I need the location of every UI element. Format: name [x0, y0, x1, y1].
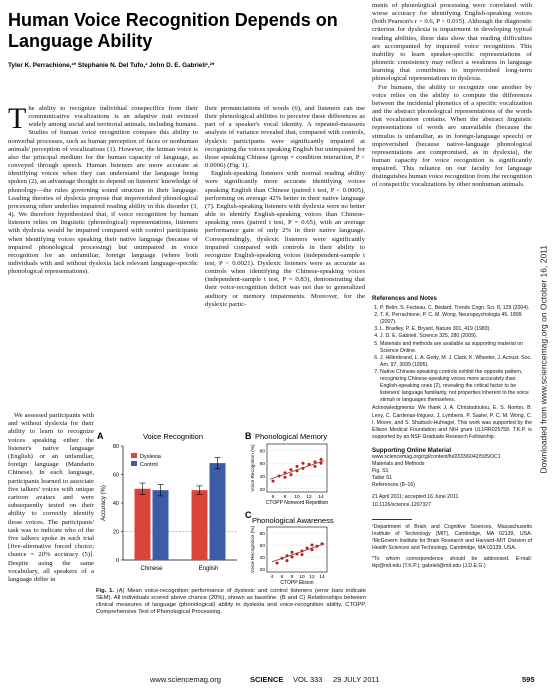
panel-b-x-tick-label: 8	[283, 495, 287, 500]
panel-a-y-tick-label: 0	[115, 558, 119, 564]
som-line: Table S1	[372, 475, 393, 482]
caption-label: Fig. 1.	[96, 588, 114, 594]
panel-b-y-tick-label: 60	[259, 462, 265, 468]
column-2	[205, 105, 365, 309]
panel-b-data-point	[290, 468, 293, 471]
paragraph-intro	[8, 102, 198, 276]
panel-b-data-point	[308, 463, 311, 466]
som-doi: 10.1126/science.1207327	[372, 501, 432, 508]
acknowledgments: Acknowledgments: We thank J. A. Christodoulou, E. S. Norton, B. Levy, C. Cardenas-Iniguez, J. Lymberis, P. Sasler, P. C. M. Wong, C. I. Moore, and S. Shattuck-Hufnagel. This work was supported by the Ellison Medical Foundation and NIH grant UL1RR025758. T.K.P. is supported by an NSF Graduate Research Fellowship.	[372, 405, 532, 440]
panel-c-data-point	[316, 545, 319, 548]
panel-c-plot-frame	[267, 527, 327, 572]
panel-b-chart	[250, 444, 328, 506]
paragraph-results-2: English-speaking listeners with normal reading ability were significantly more accurate identifying voices speaking English than Chinese (paired t test, P < 0.0005), performing on average 42% better in their native language (7). English-speaking listeners with dyslexia were no better able to identify English-speaking voices than Chinese-speaking ones (paired t test, P = 0.65), with an average performance gain of only 2% in their native language. Correspondingly, dyslexic listeners were significantly impaired compared with controls in their ability to recognize English-speaking voices (independent-sample t test, P < 0.0021). Dyslexic listeners were as accurate as controls when identifying the Chinese-speaking voices (independent-sample t test, P = 0.83), demonstrating that their voice-recognition deficit was not due to generalized auditory or memory impairments. Moreover, for the dyslexic partic-	[205, 170, 365, 308]
references-section	[372, 295, 532, 570]
panel-b-x-axis-label: CTOPP Nonword Repetition	[265, 500, 329, 506]
panel-c-x-tick-label: 4	[270, 575, 274, 580]
panel-a-x-tick-label: Chinese	[140, 566, 163, 572]
panel-b-data-point	[284, 476, 287, 479]
panel-c-data-point	[286, 554, 289, 557]
som-dates: 21 April 2011; accepted 16 June 2011	[372, 494, 459, 501]
panel-b-data-point	[284, 471, 287, 474]
panel-b-title: Phonological Memory	[255, 432, 328, 441]
paragraph-methods: We assessed participants with and without dyslexia for their ability to learn to recognize voices speaking either the listener's native language (English) or an unfamiliar, foreign language (Mandarin Chinese). In each language, participants learned to associate five talkers' voices with unique cartoon avatars and were subsequently tested on their ability to correctly identify those voices. The participants' task was to indicate who of the five talkers spoke in each trial [five-alternative forced choice; chance = 20% accuracy (5)]. Despite using the same vocabulary, all speakers of a language differ in	[8, 412, 94, 584]
footer-page-number: 595	[522, 675, 535, 684]
reference-item: 1. P. Belin, S. Fecteau, C. Bédard, Trends Cogn. Sci. 8, 129 (2004).	[380, 305, 532, 312]
panel-a-y-tick-label: 80	[112, 444, 119, 450]
drop-cap: T	[8, 102, 27, 135]
panel-a-y-tick-label: 40	[112, 501, 119, 507]
reference-item: 7. Native Chinese-speaking controls exhibit the opposite pattern, recognizing Chinese-speaking voices more accurately than English-speaking ones (2), revealing the critical factor to be listeners' language familiarity, not properties inherent to the voice stimuli or languages themselves.	[380, 369, 532, 404]
figure-1	[95, 430, 370, 588]
panel-b-data-point	[296, 469, 299, 472]
figure-caption	[96, 588, 366, 616]
som-line: Fig. S1	[372, 468, 389, 475]
panel-b-y-tick-label: 40	[259, 475, 265, 480]
panel-a-legend-label: Dyslexia	[140, 454, 161, 460]
panel-c-data-point	[291, 556, 294, 559]
paragraph-results-1: their pronunciations of words (6), and listeners can use their phonological abilities to perceive these differences as part of a speaker's vocal identity. A repeated-measures analysis of variance revealed that, compared with controls, dyslexic participants were significantly impaired at recognizing the voices speaking English but unimpaired for those speaking Chinese (group × condition interaction, P < 0.0006) (Fig. 1).	[205, 105, 365, 170]
panel-b-data-point	[272, 480, 275, 483]
panel-b-data-point	[302, 467, 305, 470]
panel-b-data-point	[320, 462, 323, 465]
reference-item: 5. Materials and methods are available as supporting material on Science Online.	[380, 341, 532, 355]
correspondence: *To whom correspondence should be addressed. E-mail: tkp@mit.edu (T.K.P.); gabrieli@mit.edu (J.D.E.G.)	[372, 556, 532, 570]
footer-volume: VOL 333	[293, 675, 323, 684]
panel-a-legend-swatch	[131, 461, 137, 466]
panel-c-x-tick-label: 6	[280, 575, 284, 580]
panel-b-data-point	[314, 465, 317, 468]
article-title: Human Voice Recognition Depends on Language Ability	[8, 10, 338, 51]
panel-a-y-tick-label: 60	[112, 472, 119, 479]
panel-c-data-point	[291, 551, 294, 554]
caption-text: (A) Mean voice-recognition performance of dyslexic and control listeners (error bars indicate SEM). All individuals scored above chance (20%), shown as baseline. (B and C) Relationships between clinical measures of language (phonological) ability in dyslexia and voice-recognition ability. CTOPP, Comprehensive Test of Phonological Processing.	[96, 588, 366, 615]
panel-b-label: B	[245, 431, 252, 441]
panel-a-bar	[153, 490, 169, 560]
panel-a-bar	[210, 463, 226, 560]
panel-a-label: A	[97, 431, 104, 441]
panel-b-x-tick-label: 6	[271, 495, 275, 500]
panel-a-title: Voice Recognition	[142, 432, 204, 441]
panel-c-y-tick-label: 40	[259, 556, 265, 561]
panel-a-bar	[192, 490, 208, 560]
som-line: Materials and Methods	[372, 461, 425, 468]
paragraph-discussion-1: ments of phonological processing were correlated with worse accuracy for identifying English-speaking voices (both Pearson's r > 0.6, P < 0.015). Although the diagnostic criterion for dyslexia is impairment in developing typical reading abilities, these data show that reading difficulties are accompanied by impaired voice recognition. This inability to learn speaker-specific representations of phonetic consistency may reflect a weakness in language learning that contributes to impoverished long-term phonological representations in dyslexia.	[372, 2, 532, 83]
panel-c-title: Phonological Awareness	[252, 516, 334, 525]
panel-a-x-tick-label: English	[198, 566, 219, 572]
column-3	[372, 2, 532, 190]
panel-c-y-tick-label: 20	[259, 568, 265, 573]
panel-b-y-tick-label: 80	[259, 449, 265, 455]
panel-c-data-point	[301, 550, 304, 553]
footer-url[interactable]: www.sciencemag.org	[150, 675, 221, 684]
reference-item: 6. J. Hillenbrand, L. A. Getty, M. J. Clark, K. Wheeler, J. Acoust. Soc. Am. 97, 3099 (1995).	[380, 355, 532, 369]
panel-c-chart	[250, 526, 327, 586]
panel-a-bar	[135, 489, 151, 560]
footer-date: 29 JULY 2011	[333, 675, 380, 684]
reference-list	[372, 305, 532, 404]
affiliations-divider	[372, 519, 412, 520]
paragraph-discussion-2: For humans, the ability to recognize one another by voice relies on the ability to compute the differences between the incidental phonetics of a specific vocalization and the abstract phonological representations of the words that vocalization contains. When the abstract linguistic representations of words are unavailable (because the stimulus is unfamiliar, as in foreign-language speech) or impoverished (because native-language phonological representations are compromised, as in dyslexia), the human capacity for voice recognition is significantly impaired. This reliance on our faculty for language distinguishes human voice recognition from the recognition of conspecific vocalizations by other nonhuman animals.	[372, 83, 532, 189]
panel-b-y-tick-label: 20	[259, 487, 265, 493]
panel-c-data-point	[301, 553, 304, 556]
reference-item: 4. J. D. E. Gabrieli, Science 325, 280 (2009).	[380, 333, 532, 340]
panel-c-data-point	[311, 548, 314, 551]
panel-b-x-tick-label: 12	[306, 495, 312, 500]
panel-c-x-tick-label: 14	[319, 575, 325, 580]
panel-b-x-tick-label: 14	[318, 495, 324, 500]
panel-c-x-axis-label: CTOPP Elision	[280, 580, 314, 586]
panel-b-data-point	[278, 475, 281, 478]
panel-a-legend-label: Control	[140, 462, 158, 468]
panel-c-y-tick-label: 60	[259, 544, 265, 549]
panel-c-data-point	[311, 544, 314, 547]
panel-c-data-point	[321, 542, 324, 545]
download-stamp: Downloaded from www.sciencemag.org on October 16, 2011	[539, 245, 549, 474]
panel-c-y-axis-label: Voice Recognition (%)	[251, 525, 256, 574]
panel-c-x-tick-label: 12	[309, 575, 315, 580]
panel-b-x-tick-label: 10	[294, 495, 300, 500]
references-heading: References and Notes	[372, 295, 437, 302]
panel-b-data-point	[296, 465, 299, 468]
panel-a-y-tick-label: 20	[112, 529, 119, 536]
panel-b-plot-frame	[267, 444, 327, 492]
panel-b-y-axis-label: Voice Recognition (%)	[251, 444, 256, 492]
footer-journal: SCIENCE	[250, 675, 284, 684]
reference-item: 2. T. K. Perrachione, P. C. M. Wong, Neuropsychologia 45, 1899 (2007).	[380, 312, 532, 326]
som-line: www.sciencemag.org/cgi/content/full/333/6042/595/DC1	[372, 453, 501, 460]
panel-b-data-point	[320, 458, 323, 461]
panel-a-chart	[101, 444, 237, 572]
panel-b-data-point	[314, 460, 317, 463]
panel-c-x-tick-label: 8	[290, 575, 294, 580]
panel-c-data-point	[286, 559, 289, 562]
panel-a-legend-swatch	[131, 453, 137, 458]
author-list: Tyler K. Perrachione,¹* Stephanie N. Del Tufo,¹ John D. E. Gabrieli¹,²*	[8, 62, 215, 69]
panel-c-data-point	[306, 547, 309, 550]
panel-b-data-point	[290, 473, 293, 476]
som-heading: Supporting Online Material	[372, 446, 452, 454]
paragraph-intro-text: he ability to recognize individual conspecifics from their communicative vocalizations is an adaptive trait evinced widely among social and territorial animals, including humans. Studies of human voice recognition compare this ability to nonverbal processes, such as human perception of faces or nonhuman animals' perception of vocalizations (1). However, the human voice is also the principal medium for the human capacity of language, as conveyed through speech. Human listeners are more accurate at identifying voices when they can understand the language being spoken (2), an advantage thought to depend on listeners' knowledge of phonology—the rules governing sound structure in their language. Leading theories of dyslexia propose that impoverished phonological processing often underlies impaired reading ability in this disorder (3, 4). We therefore hypothesized that, if voice recognition by human listeners relies on linguistic (phonological) representations, listeners with dyslexia would be impaired compared with control participants when identifying voices speaking their native language (because of impaired phonological processing) but unimpaired in voice recognition for an unfamiliar, foreign language (where both individuals with and without dyslexia lack relevant language-specific phonological representations).	[8, 105, 198, 276]
affiliations: ¹Department of Brain and Cognitive Sciences, Massachusetts Institute of Technology (MIT), Cambridge, MA 02139, USA. ²McGovern Institute for Brain Research and Harvard–MIT Division of Health Sciences and Technology, Cambridge, MA 02139, USA.	[372, 523, 532, 551]
column-1-bottom	[8, 412, 94, 584]
panel-c-label: C	[245, 510, 252, 520]
panel-c-x-tick-label: 10	[299, 575, 305, 580]
column-1	[8, 102, 198, 276]
som-line: References (8–16)	[372, 482, 415, 489]
panel-c-data-point	[296, 553, 299, 556]
panel-a-y-axis-label: Accuracy (%)	[101, 485, 107, 521]
panel-c-y-tick-label: 80	[259, 532, 265, 537]
panel-b-data-point	[302, 462, 305, 465]
panel-c-data-point	[276, 562, 279, 565]
reference-item: 3. L. Bradley, P. E. Bryant, Nature 301, 419 (1983).	[380, 326, 532, 333]
panel-c-data-point	[281, 557, 284, 560]
